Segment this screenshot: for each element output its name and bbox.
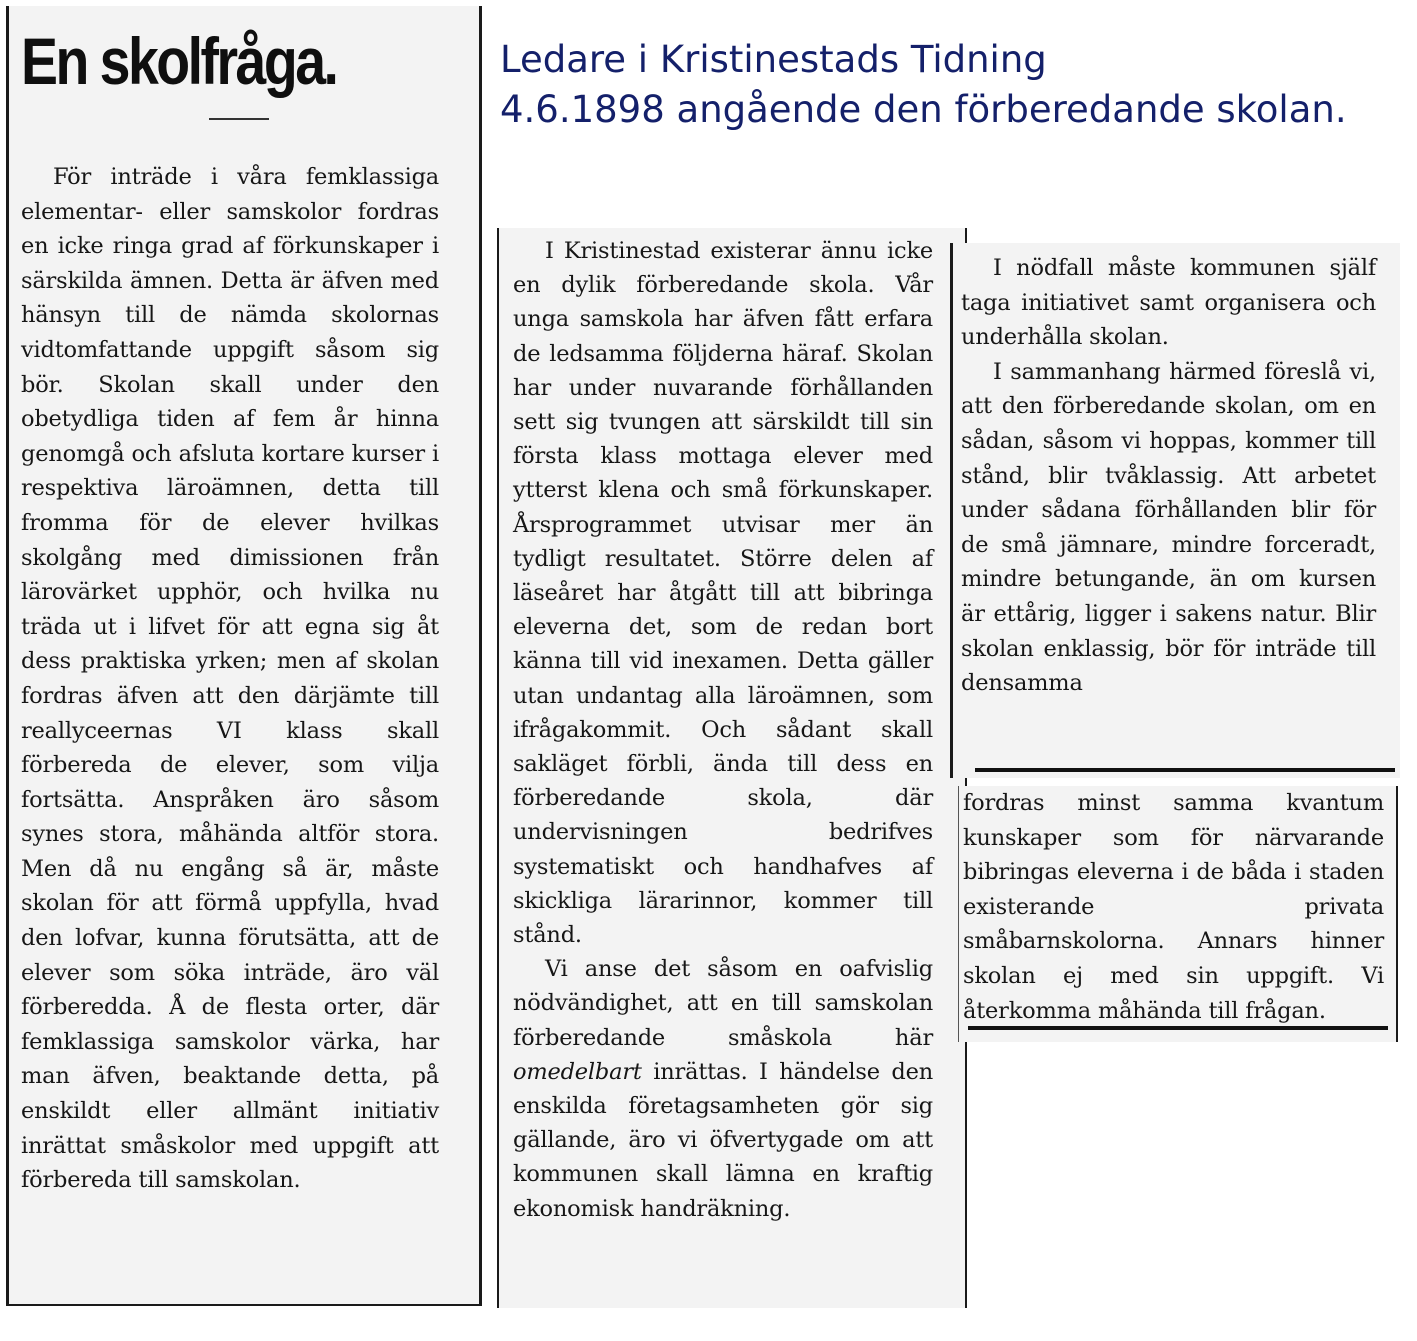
column-2-paragraph-1: I Kristinestad existerar ännu icke en dylik förberedande skola. Vår unga samskola har äfven fått erfara de ledsamma följderna häraf. Skolan har under nuvarande förhållanden sett sig tvungen att särskildt till sin första klass mottaga elever med ytterst klena och små förkunskaper. Årsprogrammet utvisar mer än tydligt resultatet. Större delen af läseåret har åtgått till att bibringa eleverna det, som de redan bort känna till vid inexamen. Detta gäller utan undantag alla läroämnen, som ifrågakommit. Och sådant skall sakläget förbli, ända till dess en förberedande skola, där undervisningen bedrifves systematiskt och handhafves af skickliga lärarinnor, kommer till stånd. <box>513 238 933 949</box>
column-2-paragraph-2 <box>513 952 933 1226</box>
caption-line-2: 4.6.1898 angående den förberedande skolan. <box>500 88 1347 131</box>
headline: En skolfråga. <box>21 24 337 98</box>
column-3-paragraph-2: I sammanhang härmed föreslå vi, att den förberedande skolan, om en sådan, såsom vi hoppas, kommer till stånd, blir tvåklassig. Att arbetet under sådana förhållanden blir för de små jämnare, mindre forceradt, mindre betungande, än om kursen är ettårig, ligger i sakens natur. Blir skolan enklassig, bör för inträde till densamma <box>961 358 1376 697</box>
column-2-paragraph-2-end: inrättas. I händelse den enskilda företagsamheten gör sig gällande, äro vi öfvertygade om att kommunen skall lämna en kraftig ekonomisk handräkning. <box>513 1058 933 1222</box>
caption <box>500 35 1400 135</box>
column-3-paragraph-1: I nödfall måste kommunen själf taga initiativet samt organisera och underhålla skolan. <box>961 255 1376 351</box>
clipping-column-3-continued <box>958 786 1398 1042</box>
end-rule <box>968 1026 1388 1030</box>
column-2-paragraph-2-start: Vi anse det såsom en oafvislig nödvändighet, att en till samskolan förberedande småskola här <box>513 956 933 1051</box>
clipping-column-1 <box>6 6 482 1306</box>
column-1-text: För inträde i våra femklassiga elementar- eller samskolor fordras en icke ringa grad af förkunskaper i särskilda ämnen. Detta är äfven med hänsyn till de nämda skolornas vidtomfattande uppgift såsom sig bör. Skolan skall under den obetydliga tiden af fem år hinna genomgå och afsluta kortare kurser i respektiva läroämnen, detta till fromma för de elever hvilkas skolgång med dimissionen från lärovärket upphör, och hvilka nu träda ut i lifvet för att egna sig åt dess praktiska yrken; men af skolan fordras äfven att den därjämte till reallyceernas VI klass skall förbereda de elever, som vilja fortsätta. Anspråken äro såsom synes stora, måhända altför stora. Men då nu engång så är, måste skolan för att förmå uppfylla, hvad den lofvar, kunna förutsätta, att de elever som söka inträde, äro väl förberedda. Å de flesta orter, där femklassiga samskolor värka, har man äfven, beaktande detta, på enskildt eller allmänt initiativ inrättat småskolor med uppgift att förbereda till samskolan. <box>21 164 439 1194</box>
column-3-continuation: fordras minst samma kvantum kunskaper som för närvarande bibringas eleverna i de båda i staden existerande privata småbarnskolorna. Annars hinner skolan ej med sin uppgift. Vi återkomma måhända till frågan. <box>963 790 1384 1024</box>
headline-rule <box>209 118 269 120</box>
emphasis-omedelbart: omedelbart <box>513 1058 642 1085</box>
clipping-column-3 <box>950 243 1400 778</box>
column-3-rule <box>975 768 1395 772</box>
caption-line-1: Ledare i Kristinestads Tidning <box>500 38 1047 81</box>
clipping-column-2 <box>497 228 967 1308</box>
